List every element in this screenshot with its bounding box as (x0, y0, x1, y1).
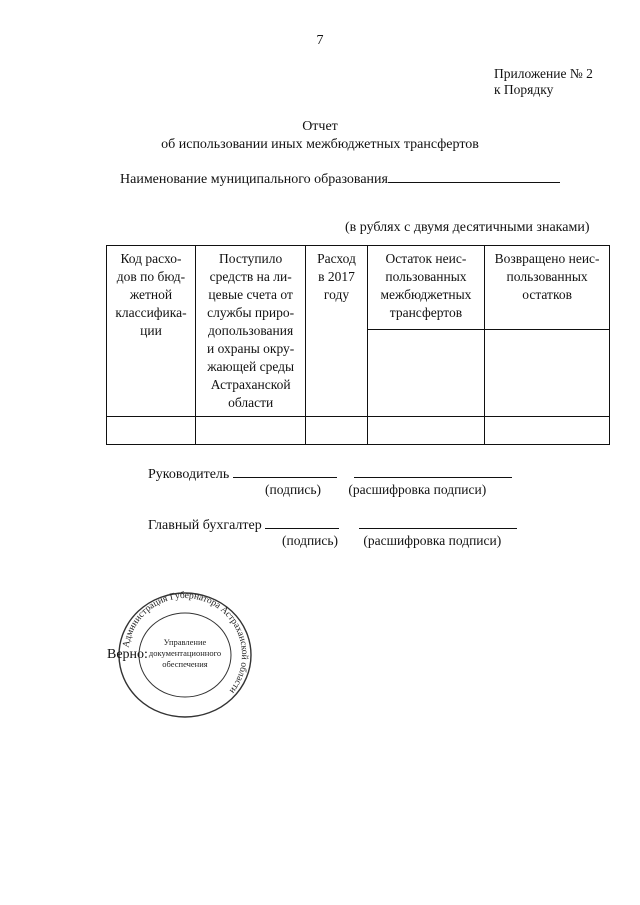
header-returned-balances: Возвращено неис- пользованных остатков (485, 246, 610, 330)
table-row (107, 417, 610, 445)
report-title (0, 118, 640, 154)
chief-accountant-decoding-blank[interactable] (359, 516, 517, 529)
head-signature-blank[interactable] (233, 465, 337, 478)
table-header-row (107, 246, 610, 330)
table-cell[interactable] (306, 417, 367, 445)
chief-accountant-signature-caption: (подпись) (282, 533, 339, 548)
appendix-reference (494, 66, 593, 98)
table-cell[interactable] (195, 417, 305, 445)
table-cell[interactable] (367, 330, 485, 417)
head-signature-line (148, 465, 512, 483)
municipality-label: Наименование муниципального образования (120, 172, 388, 187)
title-line-1: Отчет (302, 119, 338, 134)
report-table (106, 245, 610, 445)
header-budget-code: Код расхо- дов по бюд- жетной классифика- ции (107, 246, 196, 417)
table-cell[interactable] (485, 330, 610, 417)
title-line-2: об использовании иных межбюджетных трансфертов (161, 137, 479, 152)
chief-accountant-captions (282, 533, 501, 549)
header-received-funds: Поступило средств на ли- цевые счета от службы приро- допользования и охраны окру- жающей среды Астраханской области (195, 246, 305, 417)
appendix-line-2: к Порядку (494, 82, 554, 97)
head-decoding-caption: (расшифровка подписи) (348, 482, 487, 497)
stamp-ring-text: Администрация Губернатора Астраханской области (121, 590, 250, 696)
table-cell[interactable] (367, 417, 485, 445)
header-unused-balance: Остаток неис- пользованных межбюджетных трансфертов (367, 246, 485, 330)
chief-accountant-signature-line (148, 516, 517, 534)
head-captions (265, 482, 486, 498)
appendix-line-1: Приложение № 2 (494, 66, 593, 81)
chief-accountant-decoding-caption: (расшифровка подписи) (363, 533, 502, 548)
table-cell[interactable] (107, 417, 196, 445)
chief-accountant-label: Главный бухгалтер (148, 518, 262, 533)
units-note: (в рублях с двумя десятичными знаками) (345, 220, 590, 235)
chief-accountant-signature-blank[interactable] (265, 516, 339, 529)
head-label: Руководитель (148, 467, 230, 482)
table-cell[interactable] (485, 417, 610, 445)
stamp-center-line-3: обеспечения (162, 659, 208, 669)
municipality-name-blank[interactable] (388, 170, 560, 183)
municipality-name-line (120, 170, 560, 188)
stamp-center-line-1: Управление (163, 637, 207, 647)
head-signature-caption: (подпись) (265, 482, 322, 497)
stamp-center-line-2: документационного (148, 648, 222, 658)
header-expense-2017: Расход в 2017 году (306, 246, 367, 417)
head-decoding-blank[interactable] (354, 465, 512, 478)
verified-mark: Верно: (107, 647, 148, 662)
page-number: 7 (316, 33, 324, 48)
